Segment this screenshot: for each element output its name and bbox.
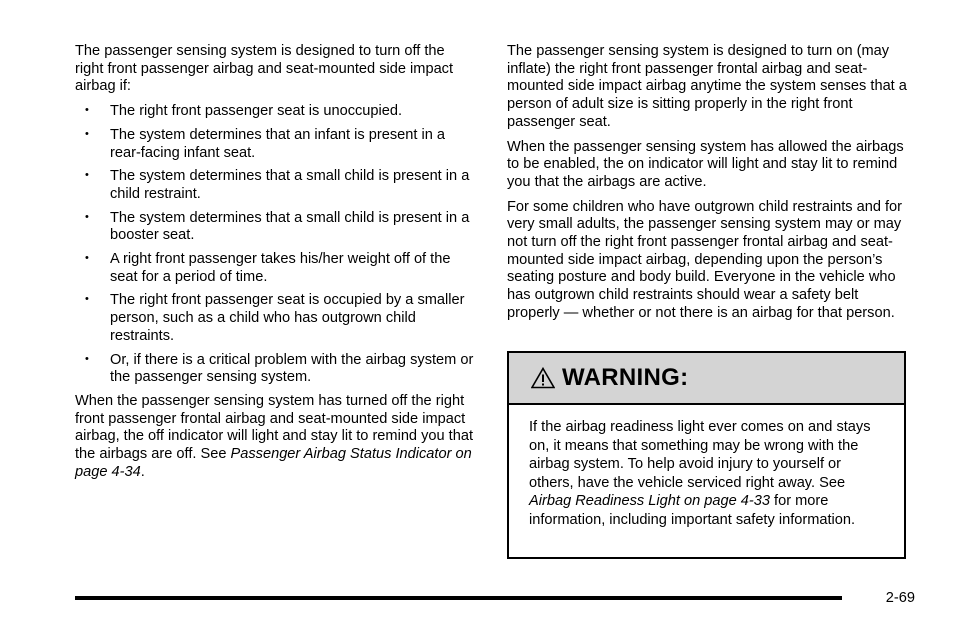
right-paragraph-3: For some children who have outgrown child restraints and for very small adults, the passenger sensing system may or may not turn off the right front passenger frontal airbag and seat-mounted side impact airbag, depending upon the person’s seating posture and body build. Everyone in the vehicle who has outgrown child restraints should wear a safety belt properly — whether or not there is an airbag for that person.	[507, 198, 903, 321]
bullet-icon: •	[85, 169, 89, 182]
bullet-icon: •	[85, 293, 89, 306]
footer-rule	[75, 596, 842, 600]
right-paragraph-2: When the passenger sensing system has allowed the airbags to be enabled, the on indicator will light and stay lit to remind you that the airbags are active.	[507, 138, 904, 190]
left-column	[75, 43, 475, 488]
bullet-icon: •	[85, 252, 89, 265]
warning-triangle-icon	[531, 367, 555, 389]
cross-reference-link[interactable]: Passenger Airbag Status Indicator on page 4-34	[75, 446, 472, 480]
left-closing-paragraph: When the passenger sensing system has turned off the right front passenger frontal airbag and seat-mounted side impact airbag, the off indicator will light and stay lit to remind you that the airbags are off. See Passenger Airbag Status Indicator on page 4-34.	[75, 392, 474, 480]
list-item: • Or, if there is a critical problem with the airbag system or the passenger sensing system.	[85, 351, 474, 386]
left-intro-paragraph: The passenger sensing system is designed to turn off the right front passenger airbag and seat-mounted side impact airbag if:	[75, 43, 454, 95]
bullet-icon: •	[85, 104, 89, 117]
bullet-icon: •	[85, 127, 89, 140]
conditions-list	[75, 103, 475, 387]
warning-title: WARNING:	[562, 364, 689, 391]
warning-body: If the airbag readiness light ever comes on and stays on, it means that something may be wrong with the airbag system. To help avoid injury to yourself or others, have the vehicle serviced right away. See Airbag Readiness Light on page 4-33 for more information, including important safety information.	[529, 419, 871, 528]
right-paragraph-1: The passenger sensing system is designed to turn on (may inflate) the right front passenger frontal airbag and seat-mounted side impact airbag anytime the system senses that a person of adult size is sitting properly in the right front passenger seat.	[507, 43, 907, 130]
page-number: 2-69	[885, 590, 915, 606]
warning-box	[507, 351, 906, 559]
list-item: • The system determines that a small child is present in a child restraint.	[85, 168, 470, 202]
list-item: • The system determines that an infant is present in a rear-facing infant seat.	[85, 126, 446, 161]
cross-reference-link[interactable]: Airbag Readiness Light on page 4-33	[529, 493, 770, 509]
right-column	[507, 43, 912, 330]
list-item: • The right front passenger seat is occupied by a smaller person, such as a child who has outgrown child restraints.	[85, 292, 465, 344]
warning-header	[509, 353, 904, 405]
bullet-icon: •	[85, 352, 89, 365]
list-item: • The system determines that a small child is present in a booster seat.	[85, 209, 470, 244]
bullet-icon: •	[85, 210, 89, 223]
list-item: • The right front passenger seat is unoccupied.	[85, 103, 403, 120]
list-item: • A right front passenger takes his/her weight off of the seat for a period of time.	[85, 251, 451, 285]
